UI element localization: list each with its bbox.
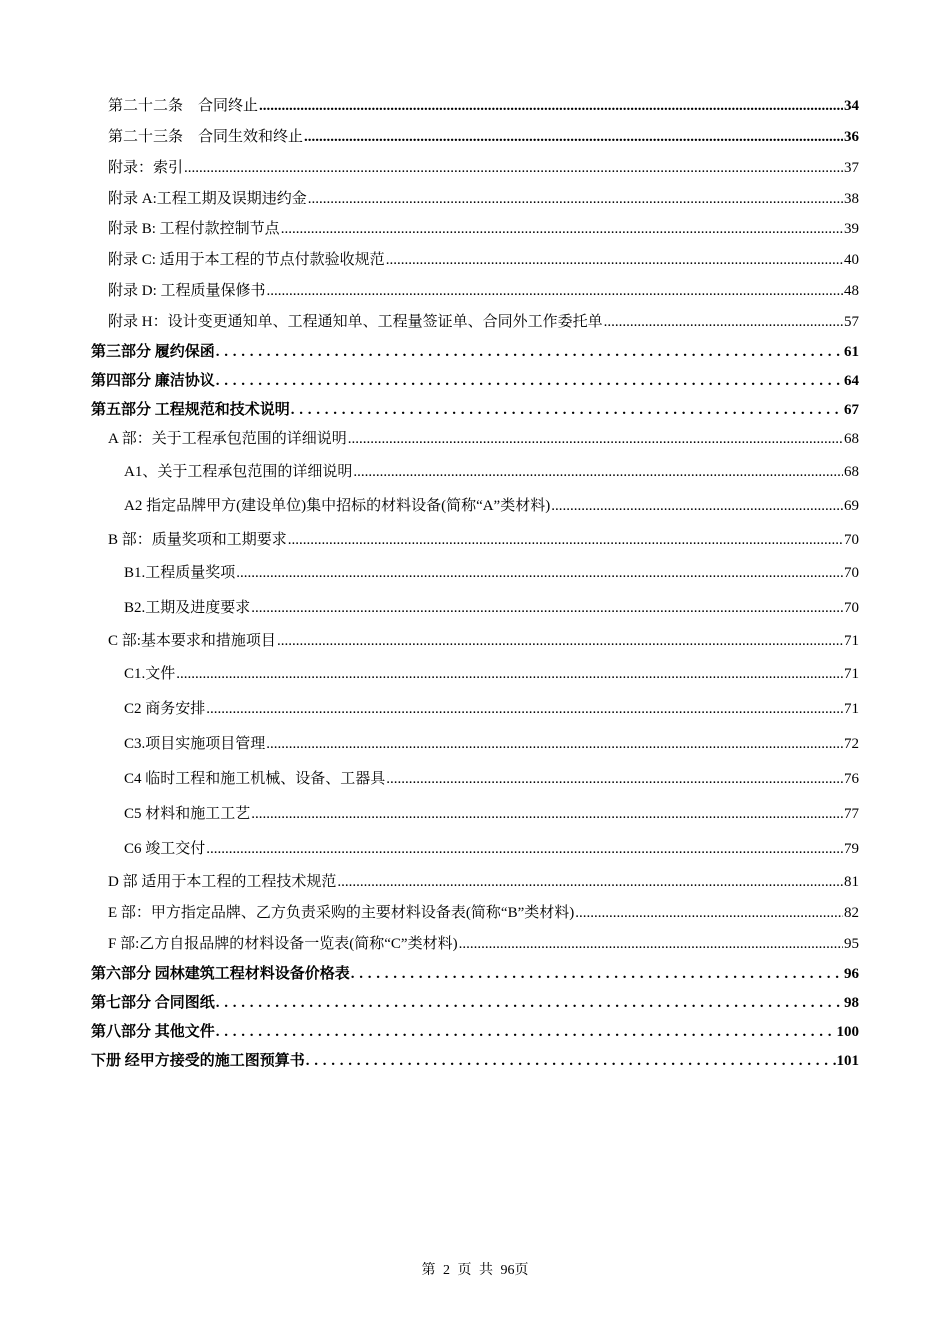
toc-entry-label: C5 材料和施工工艺: [124, 806, 251, 822]
toc-entry-label: B2.工期及进度要求: [124, 600, 251, 616]
toc-entry[interactable]: [124, 599, 859, 617]
toc-entry-page-number: 69: [844, 498, 859, 514]
toc-entry-label: C1.文件: [124, 666, 176, 682]
toc-dot-leader: [206, 700, 843, 718]
toc-entry-page-number: 71: [844, 666, 859, 682]
toc-entry[interactable]: [108, 190, 859, 208]
toc-entry-page-number: 70: [844, 532, 859, 548]
toc-entry-page-number: 38: [844, 191, 859, 207]
toc-entry-page-number: 70: [844, 600, 859, 616]
toc-entry[interactable]: [108, 282, 859, 300]
toc-dot-leader: [216, 343, 843, 361]
toc-entry-label: 第四部分 廉洁协议: [91, 373, 215, 389]
toc-entry[interactable]: [124, 463, 859, 481]
toc-dot-leader: [259, 97, 843, 115]
page-footer: [0, 1259, 950, 1279]
toc-dot-leader: [459, 935, 843, 953]
toc-dot-leader: [216, 1023, 836, 1041]
toc-dot-leader: [308, 190, 843, 208]
toc-entry-page-number: 71: [844, 701, 859, 717]
toc-dot-leader: [348, 430, 843, 448]
toc-entry-page-number: 68: [844, 464, 859, 480]
toc-entry-page-number: 70: [844, 565, 859, 581]
toc-entry-label: 附录 C: 适用于本工程的节点付款验收规范: [108, 252, 385, 268]
toc-entry-page-number: 39: [844, 221, 859, 237]
toc-entry-page-number: 82: [844, 905, 859, 921]
toc-dot-leader: [291, 401, 843, 419]
toc-entry-label: D 部 适用于本工程的工程技术规范: [108, 874, 337, 890]
toc-entry-label: C 部:基本要求和措施项目: [108, 633, 276, 649]
toc-dot-leader: [206, 840, 843, 858]
toc-entry[interactable]: [108, 251, 859, 269]
toc-entry-page-number: 71: [844, 633, 859, 649]
toc-dot-leader: [216, 372, 843, 390]
toc-entry[interactable]: [124, 497, 859, 515]
footer-page-word: 页: [457, 1263, 472, 1278]
toc-entry-label: A 部：关于工程承包范围的详细说明: [108, 431, 347, 447]
toc-dot-leader: [251, 599, 843, 617]
toc-entry-page-number: 40: [844, 252, 859, 268]
toc-entry-label: 第七部分 合同图纸: [91, 995, 215, 1011]
toc-dot-leader: [251, 805, 843, 823]
toc-entry-label: C6 竣工交付: [124, 841, 206, 857]
toc-entry[interactable]: [124, 564, 859, 582]
toc-entry-page-number: 76: [844, 771, 859, 787]
toc-entry-label: C2 商务安排: [124, 701, 206, 717]
toc-entry-label: E 部：甲方指定品牌、乙方负责采购的主要材料设备表(简称“B”类材料): [108, 905, 575, 921]
toc-entry[interactable]: [124, 805, 859, 823]
toc-dot-leader: [277, 632, 843, 650]
toc-dot-leader: [216, 994, 843, 1012]
footer-prefix: 第: [421, 1263, 436, 1278]
toc-entry[interactable]: [91, 372, 859, 390]
toc-entry-label: 附录 A:工程工期及误期违约金: [108, 191, 307, 207]
toc-entry[interactable]: [108, 430, 859, 448]
toc-entry[interactable]: [124, 665, 859, 683]
toc-entry-label: 附录 H：设计变更通知单、工程通知单、工程量签证单、合同外工作委托单: [108, 314, 603, 330]
toc-entry-page-number: 98: [844, 995, 859, 1011]
toc-dot-leader: [184, 159, 843, 177]
toc-entry-page-number: 100: [836, 1024, 859, 1040]
toc-entry-label: C4 临时工程和施工机械、设备、工器具: [124, 771, 386, 787]
toc-entry-label: 第六部分 园林建筑工程材料设备价格表: [91, 966, 350, 982]
toc-dot-leader: [551, 497, 843, 515]
toc-entry-page-number: 34: [844, 98, 859, 114]
toc-dot-leader: [604, 313, 843, 331]
toc-dot-leader: [281, 220, 843, 238]
toc-entry[interactable]: [108, 935, 859, 953]
toc-dot-leader: [176, 665, 843, 683]
toc-entry-page-number: 37: [844, 160, 859, 176]
toc-entry-label: 第五部分 工程规范和技术说明: [91, 402, 290, 418]
toc-entry-page-number: 36: [844, 129, 859, 145]
toc-dot-leader: [288, 531, 843, 549]
toc-entry[interactable]: [91, 1052, 859, 1070]
toc-entry-page-number: 68: [844, 431, 859, 447]
footer-total-word: 共: [479, 1263, 493, 1278]
toc-entry-label: A1、关于工程承包范围的详细说明: [124, 464, 353, 480]
toc-entry-label: 附录 D: 工程质量保修书: [108, 283, 266, 299]
toc-entry[interactable]: [108, 313, 859, 331]
toc-entry-page-number: 72: [844, 736, 859, 752]
toc-entry-page-number: 61: [844, 344, 859, 360]
toc-entry-page-number: 57: [844, 314, 859, 330]
toc-entry[interactable]: [108, 904, 859, 922]
toc-dot-leader: [236, 564, 843, 582]
toc-entry-label: 第二十三条 合同生效和终止: [108, 129, 304, 145]
toc-entry[interactable]: [91, 1023, 859, 1041]
toc-entry-page-number: 79: [844, 841, 859, 857]
toc-dot-leader: [266, 735, 843, 753]
toc-dot-leader: [306, 1052, 836, 1070]
toc-dot-leader: [386, 770, 843, 788]
toc-entry[interactable]: [124, 840, 859, 858]
toc-entry-page-number: 95: [844, 936, 859, 952]
toc-entry-page-number: 67: [844, 402, 859, 418]
toc-entry[interactable]: [124, 700, 859, 718]
toc-dot-leader: [337, 873, 843, 891]
toc-entry[interactable]: [108, 159, 859, 177]
toc-entry-label: 附录：索引: [108, 160, 184, 176]
footer-total-pages: 96页: [500, 1263, 529, 1278]
toc-entry-page-number: 77: [844, 806, 859, 822]
toc-entry[interactable]: [124, 770, 859, 788]
toc-entry-label: F 部:乙方自报品牌的材料设备一览表(简称“C”类材料): [108, 936, 458, 952]
toc-entry-page-number: 96: [844, 966, 859, 982]
toc-dot-leader: [353, 463, 843, 481]
toc-entry[interactable]: [124, 735, 859, 753]
toc-entry-label: 第八部分 其他文件: [91, 1024, 215, 1040]
toc-entry[interactable]: [91, 965, 859, 983]
footer-current-page: 2: [443, 1263, 450, 1278]
toc-entry[interactable]: [91, 994, 859, 1012]
toc-entry-page-number: 48: [844, 283, 859, 299]
toc-entry-label: B1.工程质量奖项: [124, 565, 236, 581]
toc-entry-label: 第二十二条 合同终止: [108, 98, 259, 114]
toc-entry[interactable]: [108, 632, 859, 650]
toc-entry-label: 下册 经甲方接受的施工图预算书: [91, 1053, 305, 1069]
toc-dot-leader: [575, 904, 843, 922]
toc-entry[interactable]: [91, 343, 859, 361]
toc-entry[interactable]: [108, 128, 859, 146]
toc-entry-label: B 部：质量奖项和工期要求: [108, 532, 287, 548]
toc-dot-leader: [304, 128, 843, 146]
toc-entry[interactable]: [108, 220, 859, 238]
toc-entry[interactable]: [91, 401, 859, 419]
toc-entry-page-number: 81: [844, 874, 859, 890]
toc-dot-leader: [267, 282, 843, 300]
toc-entry[interactable]: [108, 97, 859, 115]
toc-entry-page-number: 101: [836, 1053, 859, 1069]
toc-entry-label: 附录 B: 工程付款控制节点: [108, 221, 280, 237]
toc-entry[interactable]: [108, 531, 859, 549]
toc-entry-label: A2 指定品牌甲方(建设单位)集中招标的材料设备(简称“A”类材料): [124, 498, 551, 514]
toc-entry-label: C3.项目实施项目管理: [124, 736, 266, 752]
toc-dot-leader: [386, 251, 843, 269]
toc-entry[interactable]: [108, 873, 859, 891]
toc-entry-page-number: 64: [844, 373, 859, 389]
toc-entry-label: 第三部分 履约保函: [91, 344, 215, 360]
toc-dot-leader: [351, 965, 843, 983]
